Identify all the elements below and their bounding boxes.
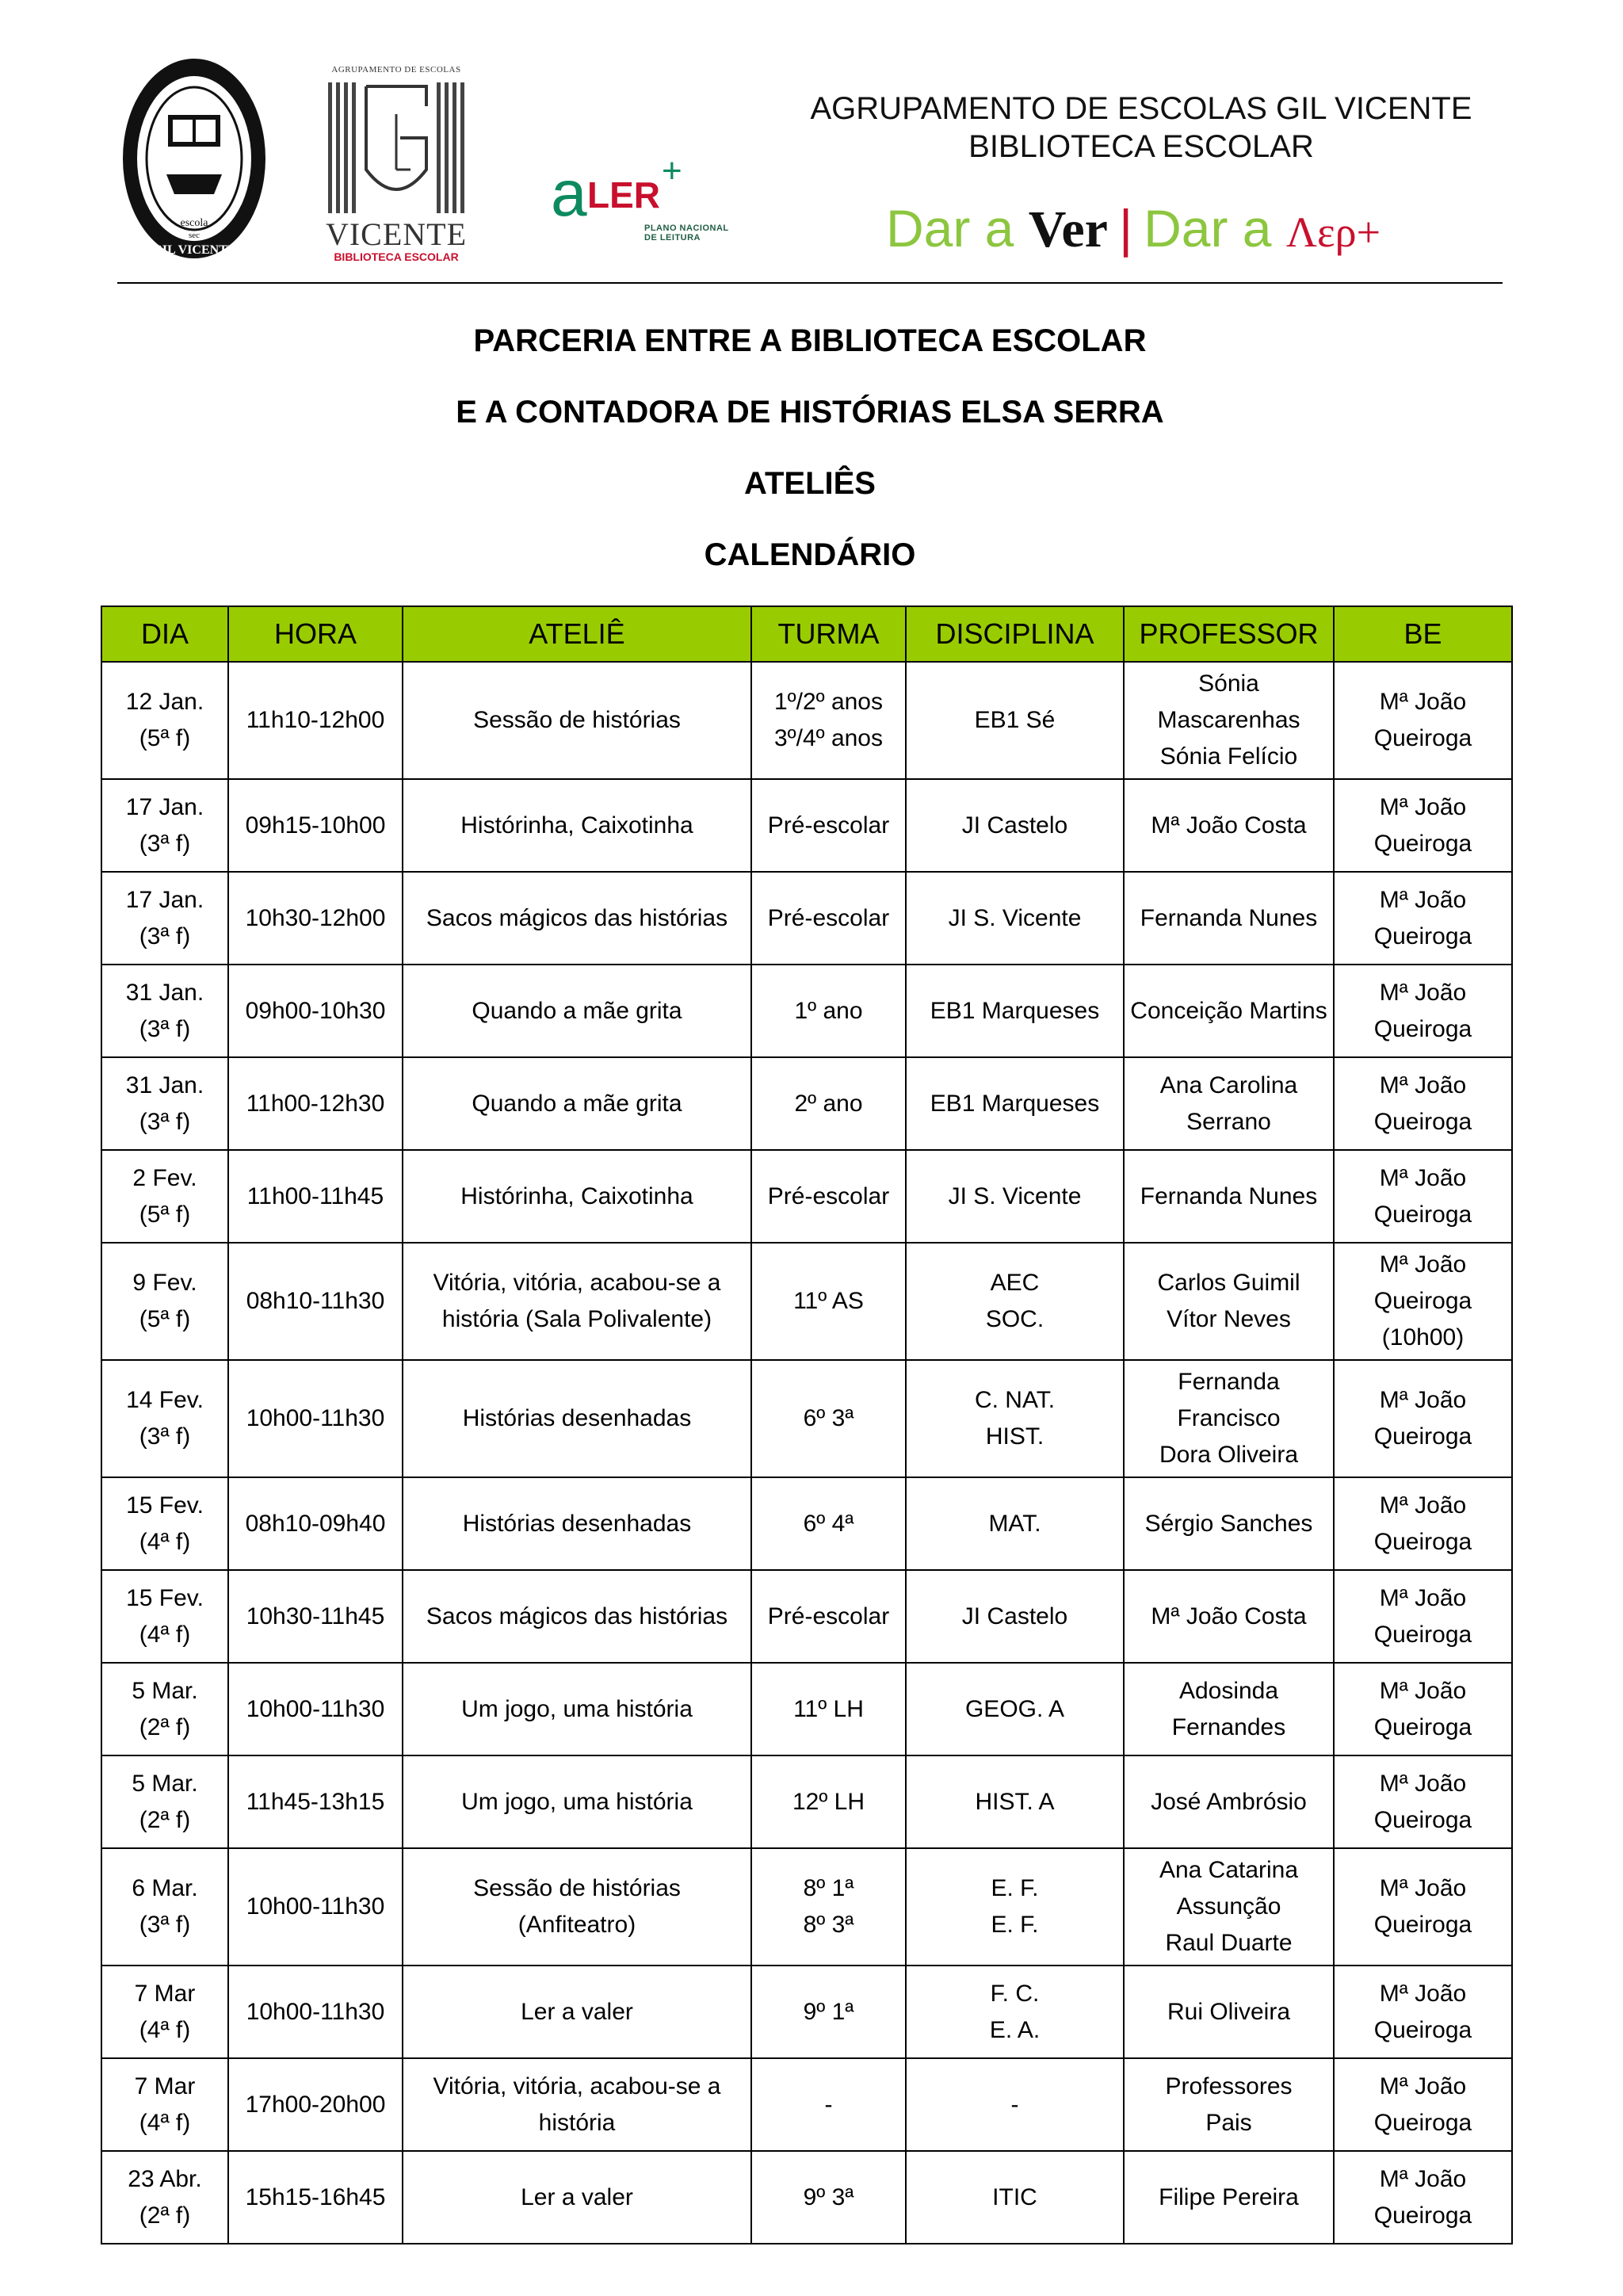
cell-disciplina-line: JI Castelo — [961, 812, 1068, 839]
cell-disciplina-line: F. C. — [990, 1980, 1040, 2007]
cell-disciplina — [906, 779, 1124, 872]
cell-professor — [1124, 2058, 1334, 2151]
cell-dia-line: 23 Abr. — [128, 2165, 202, 2192]
cell-disciplina-line: - — [1010, 2091, 1019, 2118]
cell-professor-line: Sónia Mascarenhas — [1157, 670, 1300, 733]
svg-text:+: + — [662, 151, 682, 190]
cell-turma — [751, 1570, 906, 1663]
table-row — [101, 1243, 1512, 1360]
cell-professor — [1124, 1848, 1334, 1966]
cell-dia-line: 14 Fev. — [126, 1387, 204, 1413]
cell-dia-line: (3ª f) — [139, 1912, 191, 1938]
cell-turma-line: 2º ano — [794, 1090, 863, 1117]
cell-dia — [101, 1848, 228, 1966]
cell-dia-line: (5ª f) — [139, 725, 191, 751]
cell-hora: 11h00-12h30 — [228, 1057, 403, 1150]
cell-atelie — [403, 2151, 751, 2244]
cell-atelie-line: Um jogo, uma história — [461, 1695, 693, 1722]
col-header-disciplina: DISCIPLINA — [906, 606, 1124, 662]
cell-professor — [1124, 872, 1334, 965]
cell-turma — [751, 1663, 906, 1755]
cell-turma — [751, 872, 906, 965]
cell-dia-line: 17 Jan. — [125, 793, 204, 820]
title-line-2: E A CONTADORA DE HISTÓRIAS ELSA SERRA — [456, 395, 1164, 430]
cell-turma — [751, 1057, 906, 1150]
cell-professor-line: Vítor Neves — [1167, 1306, 1291, 1332]
cell-atelie-line: Histórias desenhadas — [462, 1405, 692, 1431]
cell-dia-line: 12 Jan. — [125, 689, 204, 715]
school-group-name: AGRUPAMENTO DE ESCOLAS GIL VICENTE — [810, 91, 1472, 126]
table-row — [101, 2151, 1512, 2244]
cell-be-line: (10h00) — [1381, 1324, 1465, 1350]
cell-dia — [101, 1243, 228, 1360]
aler-subtitle: PLANO NACIONAL DE LEITURA — [644, 223, 729, 243]
cell-turma-line: 9º 1ª — [803, 1998, 854, 2025]
cell-dia — [101, 779, 228, 872]
svg-text:sec: sec — [188, 231, 200, 240]
cell-be — [1334, 1755, 1512, 1848]
cell-be — [1334, 662, 1512, 779]
cell-be-line: Mª João Queiroga — [1373, 1875, 1472, 1938]
cell-disciplina — [906, 1243, 1124, 1360]
cell-be-line: Mª João Queiroga — [1373, 1770, 1472, 1833]
cell-disciplina — [906, 2151, 1124, 2244]
col-header-atelie: ATELIÊ — [403, 606, 751, 662]
slogan-part4: Λερ+ — [1285, 208, 1381, 256]
svg-text:LER: LER — [587, 174, 660, 216]
svg-text:escola: escola — [180, 217, 208, 229]
cell-disciplina — [906, 662, 1124, 779]
cell-dia-line: (3ª f) — [139, 1423, 191, 1450]
cell-atelie — [403, 2058, 751, 2151]
cell-atelie — [403, 1755, 751, 1848]
cell-turma — [751, 1848, 906, 1966]
school-seal-logo — [119, 55, 269, 262]
cell-dia — [101, 1477, 228, 1570]
aler-plano-nacional-logo — [551, 151, 733, 254]
cell-atelie — [403, 1243, 751, 1360]
cell-dia-line: 7 Mar — [134, 1980, 196, 2007]
cell-atelie-line: Vitória, vitória, acabou-se a — [433, 1270, 721, 1296]
cell-hora: 11h45-13h15 — [228, 1755, 403, 1848]
cell-atelie — [403, 1663, 751, 1755]
cell-dia-line: (4ª f) — [139, 2016, 191, 2043]
cell-dia-line: (2ª f) — [139, 1806, 191, 1833]
cell-professor-line: Carlos Guimil — [1157, 1270, 1300, 1296]
cell-disciplina — [906, 1755, 1124, 1848]
cell-professor — [1124, 1570, 1334, 1663]
cell-be-line: Mª João Queiroga — [1373, 1492, 1472, 1555]
cell-dia-line: 31 Jan. — [125, 1072, 204, 1098]
cell-hora: 10h00-11h30 — [228, 1966, 403, 2058]
cell-dia-line: 7 Mar — [134, 2073, 196, 2099]
cell-dia — [101, 2058, 228, 2151]
table-row — [101, 1848, 1512, 1966]
cell-professor-line: Fernanda Nunes — [1140, 1182, 1318, 1209]
cell-atelie — [403, 1848, 751, 1966]
cell-dia-line: 5 Mar. — [132, 1677, 198, 1704]
cell-be — [1334, 1966, 1512, 2058]
cell-atelie — [403, 1966, 751, 2058]
slogan-part1: Dar a — [886, 199, 1029, 258]
cell-atelie-line: Ler a valer — [521, 1998, 633, 2025]
cell-disciplina — [906, 965, 1124, 1057]
table-row — [101, 1570, 1512, 1663]
cell-dia — [101, 872, 228, 965]
cell-atelie-line: Sessão de histórias — [473, 707, 681, 733]
cell-disciplina — [906, 872, 1124, 965]
cell-atelie-line: Vitória, vitória, acabou-se a — [433, 2073, 721, 2099]
cell-atelie-line: história (Sala Polivalente) — [441, 1306, 712, 1332]
cell-hora: 09h15-10h00 — [228, 779, 403, 872]
slogan-part3: Dar a — [1144, 199, 1286, 258]
cell-be-line: Mª João Queiroga — [1373, 1072, 1472, 1135]
cell-hora: 10h30-12h00 — [228, 872, 403, 965]
cell-atelie-line: Quando a mãe grita — [472, 1090, 682, 1117]
cell-be-line: Mª João Queiroga — [1373, 1164, 1472, 1228]
cell-disciplina-line: EB1 Marqueses — [930, 1090, 1100, 1117]
cell-disciplina — [906, 1966, 1124, 2058]
cell-disciplina-line: HIST. A — [975, 1788, 1055, 1815]
cell-dia-line: 15 Fev. — [126, 1492, 204, 1519]
cell-be — [1334, 1477, 1512, 1570]
title-line-3: ATELIÊS — [744, 466, 876, 501]
table-body — [101, 662, 1512, 2244]
cell-hora: 09h00-10h30 — [228, 965, 403, 1057]
cell-disciplina — [906, 1477, 1124, 1570]
cell-turma-line: 6º 3ª — [803, 1405, 854, 1431]
title-line-1: PARCERIA ENTRE A BIBLIOTECA ESCOLAR — [473, 323, 1147, 358]
cell-disciplina — [906, 1848, 1124, 1966]
cell-professor-line: Rui Oliveira — [1167, 1998, 1291, 2025]
cell-atelie — [403, 1150, 751, 1243]
cell-turma — [751, 965, 906, 1057]
cell-hora: 11h10-12h00 — [228, 662, 403, 779]
cell-dia — [101, 1663, 228, 1755]
slogan-part2: Ver — [1028, 201, 1108, 258]
cell-professor-line: Adosinda Fernandes — [1171, 1677, 1286, 1740]
table-row — [101, 1057, 1512, 1150]
cell-professor-line: Fernanda Francisco — [1177, 1369, 1281, 1431]
cell-disciplina-line: JI S. Vicente — [948, 904, 1082, 931]
cell-dia — [101, 662, 228, 779]
col-header-be: BE — [1334, 606, 1512, 662]
cell-hora: 11h00-11h45 — [228, 1150, 403, 1243]
cell-dia — [101, 1570, 228, 1663]
cell-atelie-line: Quando a mãe grita — [472, 997, 682, 1024]
cell-turma-line: 6º 4ª — [803, 1510, 854, 1537]
library-name: BIBLIOTECA ESCOLAR — [968, 129, 1314, 164]
cell-dia-line: (4ª f) — [139, 2109, 191, 2136]
table-row — [101, 1360, 1512, 1477]
cell-dia-line: 2 Fev. — [132, 1164, 197, 1191]
cell-professor-line: Dora Oliveira — [1159, 1442, 1299, 1468]
cell-turma-line: Pré-escolar — [767, 812, 890, 839]
cell-atelie-line: Um jogo, uma história — [461, 1788, 693, 1815]
cell-dia-line: (3ª f) — [139, 1108, 191, 1135]
cell-turma-line: 1º/2º anos — [773, 689, 883, 715]
cell-turma — [751, 1150, 906, 1243]
cell-professor-line: Fernanda Nunes — [1140, 904, 1318, 931]
cell-disciplina-line: E. A. — [989, 2016, 1041, 2043]
cell-atelie — [403, 662, 751, 779]
cell-turma — [751, 1755, 906, 1848]
table-row — [101, 2058, 1512, 2151]
table-row — [101, 872, 1512, 965]
logo-top-text: AGRUPAMENTO DE ESCOLAS — [331, 65, 461, 74]
cell-atelie-line: Ler a valer — [521, 2183, 633, 2210]
cell-professor — [1124, 1360, 1334, 1477]
cell-turma — [751, 1243, 906, 1360]
cell-dia-line: (3ª f) — [139, 1015, 191, 1042]
cell-dia-line: 17 Jan. — [125, 886, 204, 913]
cell-dia-line: (2ª f) — [139, 2202, 191, 2229]
cell-turma-line: 8º 3ª — [803, 1912, 854, 1938]
cell-professor-line: Ana Carolina — [1159, 1072, 1298, 1098]
document-titles — [117, 317, 1503, 602]
cell-hora: 08h10-09h40 — [228, 1477, 403, 1570]
cell-be — [1334, 1663, 1512, 1755]
cell-be-line: Mª João Queiroga — [1373, 1251, 1472, 1314]
cell-atelie — [403, 1477, 751, 1570]
table-row — [101, 1663, 1512, 1755]
cell-dia — [101, 1755, 228, 1848]
cell-turma-line: 11º LH — [793, 1695, 864, 1722]
cell-disciplina-line: MAT. — [988, 1510, 1041, 1537]
cell-atelie-line: Sacos mágicos das histórias — [426, 904, 728, 931]
cell-be — [1334, 1848, 1512, 1966]
cell-dia — [101, 1057, 228, 1150]
table-row — [101, 779, 1512, 872]
cell-disciplina — [906, 1663, 1124, 1755]
cell-disciplina-line: C. NAT. — [974, 1387, 1056, 1413]
cell-disciplina-line: EB1 Marqueses — [930, 997, 1100, 1024]
cell-turma — [751, 2058, 906, 2151]
cell-hora: 15h15-16h45 — [228, 2151, 403, 2244]
gv-stripes-graphic — [325, 82, 468, 213]
col-header-professor: PROFESSOR — [1124, 606, 1334, 662]
cell-disciplina — [906, 1150, 1124, 1243]
col-header-hora: HORA — [228, 606, 403, 662]
table-header-row — [101, 606, 1512, 662]
cell-disciplina-line: SOC. — [985, 1306, 1044, 1332]
table-row — [101, 1477, 1512, 1570]
cell-disciplina-line: GEOG. A — [964, 1695, 1065, 1722]
cell-turma — [751, 779, 906, 872]
cell-turma-line: 8º 1ª — [803, 1875, 854, 1901]
cell-dia-line: (2ª f) — [139, 1713, 191, 1740]
cell-atelie — [403, 965, 751, 1057]
cell-be — [1334, 779, 1512, 872]
cell-dia — [101, 965, 228, 1057]
cell-professor — [1124, 2151, 1334, 2244]
cell-atelie — [403, 1360, 751, 1477]
cell-be-line: Mª João Queiroga — [1373, 1980, 1472, 2043]
cell-professor — [1124, 1663, 1334, 1755]
cell-disciplina — [906, 1570, 1124, 1663]
cell-turma-line: Pré-escolar — [767, 1603, 890, 1629]
cell-atelie-line: (Anfiteatro) — [517, 1912, 636, 1938]
cell-atelie — [403, 779, 751, 872]
cell-be — [1334, 965, 1512, 1057]
cell-atelie — [403, 872, 751, 965]
cell-professor — [1124, 662, 1334, 779]
table-row — [101, 965, 1512, 1057]
cell-dia-line: (5ª f) — [139, 1306, 191, 1332]
cell-turma-line: 9º 3ª — [803, 2183, 854, 2210]
cell-turma — [751, 1477, 906, 1570]
cell-atelie — [403, 1057, 751, 1150]
biblioteca-gil-vicente-logo — [325, 65, 468, 263]
cell-professor-line: Filipe Pereira — [1159, 2183, 1299, 2210]
cell-professor-line: Ana Catarina Assunção — [1159, 1857, 1299, 1920]
cell-be-line: Mª João Queiroga — [1373, 979, 1472, 1042]
cell-disciplina — [906, 2058, 1124, 2151]
table-row — [101, 1150, 1512, 1243]
logos-area — [119, 55, 753, 262]
cell-be-line: Mª João Queiroga — [1373, 1677, 1472, 1740]
cell-professor — [1124, 1755, 1334, 1848]
cell-disciplina — [906, 1057, 1124, 1150]
cell-be — [1334, 1057, 1512, 1150]
cell-turma — [751, 1966, 906, 2058]
cell-professor — [1124, 1150, 1334, 1243]
cell-atelie-line: Histórias desenhadas — [462, 1510, 692, 1537]
cell-professor-line: Mª João Costa — [1151, 812, 1307, 839]
slogan-separator: | — [1118, 199, 1133, 258]
cell-dia-line: (3ª f) — [139, 923, 191, 949]
slogan — [886, 198, 1441, 262]
cell-be-line: Mª João Queiroga — [1373, 793, 1472, 857]
cell-disciplina-line: JI S. Vicente — [948, 1182, 1082, 1209]
cell-be — [1334, 1360, 1512, 1477]
cell-dia-line: 6 Mar. — [132, 1875, 198, 1901]
cell-turma-line: 11º AS — [793, 1288, 864, 1314]
cell-be-line: Mª João Queiroga — [1373, 2165, 1472, 2229]
cell-professor — [1124, 1966, 1334, 2058]
table-row — [101, 1966, 1512, 2058]
cell-atelie-line: Sacos mágicos das histórias — [426, 1603, 728, 1629]
cell-disciplina-line: HIST. — [985, 1423, 1044, 1450]
cell-be-line: Mª João Queiroga — [1373, 1584, 1472, 1648]
cell-dia-line: (4ª f) — [139, 1528, 191, 1555]
cell-professor-line: Sónia Felício — [1159, 743, 1298, 770]
cell-turma — [751, 2151, 906, 2244]
cell-atelie — [403, 1570, 751, 1663]
title-line-4: CALENDÁRIO — [704, 537, 916, 572]
cell-be — [1334, 1243, 1512, 1360]
cell-dia-line: (4ª f) — [139, 1621, 191, 1648]
cell-be — [1334, 1570, 1512, 1663]
cell-turma-line: 3º/4º anos — [773, 725, 883, 751]
col-header-dia: DIA — [101, 606, 228, 662]
cell-dia-line: 5 Mar. — [132, 1770, 198, 1797]
cell-dia-line: (3ª f) — [139, 830, 191, 857]
cell-professor-line: José Ambrósio — [1151, 1788, 1307, 1815]
cell-professor — [1124, 1477, 1334, 1570]
cell-professor — [1124, 965, 1334, 1057]
cell-dia-line: 15 Fev. — [126, 1584, 204, 1611]
header-divider — [117, 282, 1503, 284]
svg-text:a: a — [551, 158, 587, 230]
cell-atelie-line: Histórinha, Caixotinha — [460, 1182, 693, 1209]
cell-be-line: Mª João Queiroga — [1373, 2073, 1472, 2136]
cell-disciplina-line: JI Castelo — [961, 1603, 1068, 1629]
cell-turma-line: Pré-escolar — [767, 904, 890, 931]
cell-be-line: Mª João Queiroga — [1373, 689, 1472, 751]
cell-turma — [751, 662, 906, 779]
cell-be — [1334, 872, 1512, 965]
cell-turma-line: Pré-escolar — [767, 1182, 890, 1209]
table-row — [101, 662, 1512, 779]
cell-atelie-line: história — [538, 2109, 616, 2136]
cell-professor — [1124, 1243, 1334, 1360]
cell-disciplina-line: E. F. — [991, 1875, 1039, 1901]
cell-dia — [101, 1966, 228, 2058]
cell-hora: 10h00-11h30 — [228, 1663, 403, 1755]
cell-dia-line: 31 Jan. — [125, 979, 204, 1006]
cell-turma-line: 12º LH — [792, 1788, 865, 1815]
cell-hora: 17h00-20h00 — [228, 2058, 403, 2151]
svg-text:GIL VICENTE: GIL VICENTE — [152, 243, 236, 257]
cell-turma — [751, 1360, 906, 1477]
cell-disciplina-line: E. F. — [991, 1912, 1039, 1938]
cell-professor-line: Conceição Martins — [1130, 997, 1327, 1024]
cell-atelie-line: Sessão de histórias — [473, 1875, 681, 1901]
header-text — [777, 90, 1506, 166]
cell-disciplina-line: ITIC — [992, 2183, 1037, 2210]
cell-dia — [101, 1150, 228, 1243]
cell-professor-line: Professores — [1165, 2073, 1293, 2099]
cell-atelie-line: Histórinha, Caixotinha — [460, 812, 693, 839]
col-header-turma: TURMA — [751, 606, 906, 662]
cell-turma-line: 1º ano — [794, 997, 863, 1024]
cell-dia-line: 9 Fev. — [132, 1270, 197, 1296]
cell-professor-line: Raul Duarte — [1165, 1930, 1293, 1956]
cell-professor-line: Mª João Costa — [1151, 1603, 1307, 1629]
cell-be — [1334, 1150, 1512, 1243]
cell-hora: 08h10-11h30 — [228, 1243, 403, 1360]
cell-be-line: Mª João Queiroga — [1373, 1387, 1472, 1450]
cell-dia-line: (5ª f) — [139, 1201, 191, 1228]
cell-professor-line: Sérgio Sanches — [1144, 1510, 1313, 1537]
cell-disciplina — [906, 1360, 1124, 1477]
cell-disciplina-line: EB1 Sé — [974, 707, 1056, 733]
logo-subtitle: BIBLIOTECA ESCOLAR — [334, 250, 459, 263]
cell-be — [1334, 2058, 1512, 2151]
cell-hora: 10h00-11h30 — [228, 1360, 403, 1477]
cell-professor-line: Pais — [1205, 2109, 1252, 2136]
cell-disciplina-line: AEC — [990, 1270, 1040, 1296]
cell-turma-line: - — [824, 2091, 833, 2118]
cell-professor — [1124, 1057, 1334, 1150]
cell-professor — [1124, 779, 1334, 872]
calendar-table — [101, 606, 1513, 2244]
cell-be-line: Mª João Queiroga — [1373, 886, 1472, 949]
cell-professor-line: Serrano — [1186, 1108, 1271, 1135]
cell-dia — [101, 2151, 228, 2244]
cell-hora: 10h00-11h30 — [228, 1848, 403, 1966]
logo-word: VICENTE — [325, 216, 468, 252]
cell-hora: 10h30-11h45 — [228, 1570, 403, 1663]
cell-be — [1334, 2151, 1512, 2244]
cell-dia — [101, 1360, 228, 1477]
table-row — [101, 1755, 1512, 1848]
